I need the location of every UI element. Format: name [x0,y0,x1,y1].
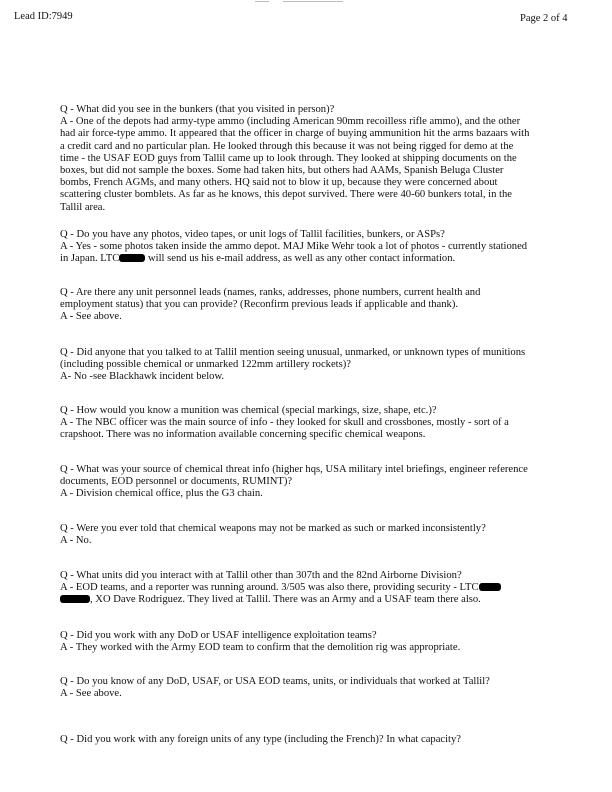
redaction-mark [60,595,90,603]
qa-block-foreign-units [60,734,530,746]
question: Q - What was your source of chemical threat info (higher hqs, USA military intel briefings, engineer reference documents, EOD personnel or documents, RUMINT)? [60,464,528,488]
question: Q - Were you ever told that chemical weapons may not be marked as such or marked inconsistently? [60,523,486,534]
qa-block-bunkers [60,104,530,214]
question: Q - How would you know a munition was chemical (special markings, size, shape, etc.)? [60,405,437,416]
top-scan-mark [255,1,343,4]
answer-text: A - Yes - some photos taken inside the ammo depot. MAJ Mike Wehr took a lot of photos - currently stationed in Japan. LTC [60,241,528,265]
answer [60,582,530,606]
question: Q - Did anyone that you talked to at Tallil mention seeing unusual, unmarked, or unknown types of munitions (including possible chemical or unmarked 122mm artillery rockets)? [60,347,526,371]
redaction-mark [479,583,501,591]
answer [60,241,530,265]
redaction-mark [119,254,145,262]
answer-text: , XO Dave Rodriguez. They lived at Tallil. There was an Army and a USAF team there also. [90,594,481,606]
answer: A- No -see Blackhawk incident below. [60,371,225,383]
lead-id: Lead ID:7949 [14,11,73,22]
question: Q - Did you work with any foreign units of any type (including the French)? In what capacity? [60,734,461,745]
answer-text: A - EOD teams, and a reporter was running around. 3/505 was also there, providing security - LTC [60,582,479,594]
qa-block-unmarked-weapons [60,523,530,547]
answer: A - See above. [60,311,122,323]
answer-text: will send us his e-mail address, as well as any other contact information. [145,253,456,265]
answer: A - They worked with the Army EOD team to confirm that the demolition rig was appropriate. [60,642,461,654]
qa-block-units [60,570,530,607]
qa-block-unusual-munitions [60,347,530,384]
question: Q - Do you know of any DoD, USAF, or USA EOD teams, units, or individuals that worked at Tallil? [60,676,490,687]
qa-block-eod-teams [60,676,530,700]
question: Q - What did you see in the bunkers (that you visited in person)? [60,104,335,115]
page-number: Page 2 of 4 [520,13,568,24]
question: Q - What units did you interact with at Tallil other than 307th and the 82nd Airborne Division? [60,570,462,581]
answer: A - No. [60,535,92,547]
qa-block-personnel-leads [60,287,530,324]
answer: A - See above. [60,688,122,700]
qa-block-chemical-identification [60,405,530,442]
answer: A - The NBC officer was the main source of info - they looked for skull and crossbones, mostly - sort of a crapshoot. There was no information available concerning specific chemical weapons. [60,417,509,441]
answer: A - One of the depots had army-type ammo (including American 90mm recoilless rifle ammo), and the other had air force-type ammo. It appeared that the officer in charge of buying ammunition hit the arms bazaars with a credit card and no particular plan. He looked through this because it was not being rigged for demo at the time - the USAF EOD guys from Tallil came up to look through. They looked at shipping documents on the boxes, but did not sample the boxes. Some had taken hits, but others had AAMs, Spanish Beluga Cluster bombs, French AGMs, and many others. HQ said not to blow it up, because they were concerned about scattering cluster bomblets. As far as he knows, this depot survived. There were 40-60 bunkers total, in the Tallil area. [60,116,530,213]
qa-block-intel-teams [60,630,530,654]
qa-block-photos [60,229,530,266]
question: Q - Are there any unit personnel leads (names, ranks, addresses, phone numbers, current health and employment status) that you can provide? (Reconfirm previous leads if applicable and thank). [60,287,481,311]
answer: A - Division chemical office, plus the G3 chain. [60,488,263,500]
question: Q - Did you work with any DoD or USAF intelligence exploitation teams? [60,630,377,641]
question: Q - Do you have any photos, video tapes, or unit logs of Tallil facilities, bunkers, or ASPs? [60,229,445,240]
qa-block-threat-info [60,464,530,501]
